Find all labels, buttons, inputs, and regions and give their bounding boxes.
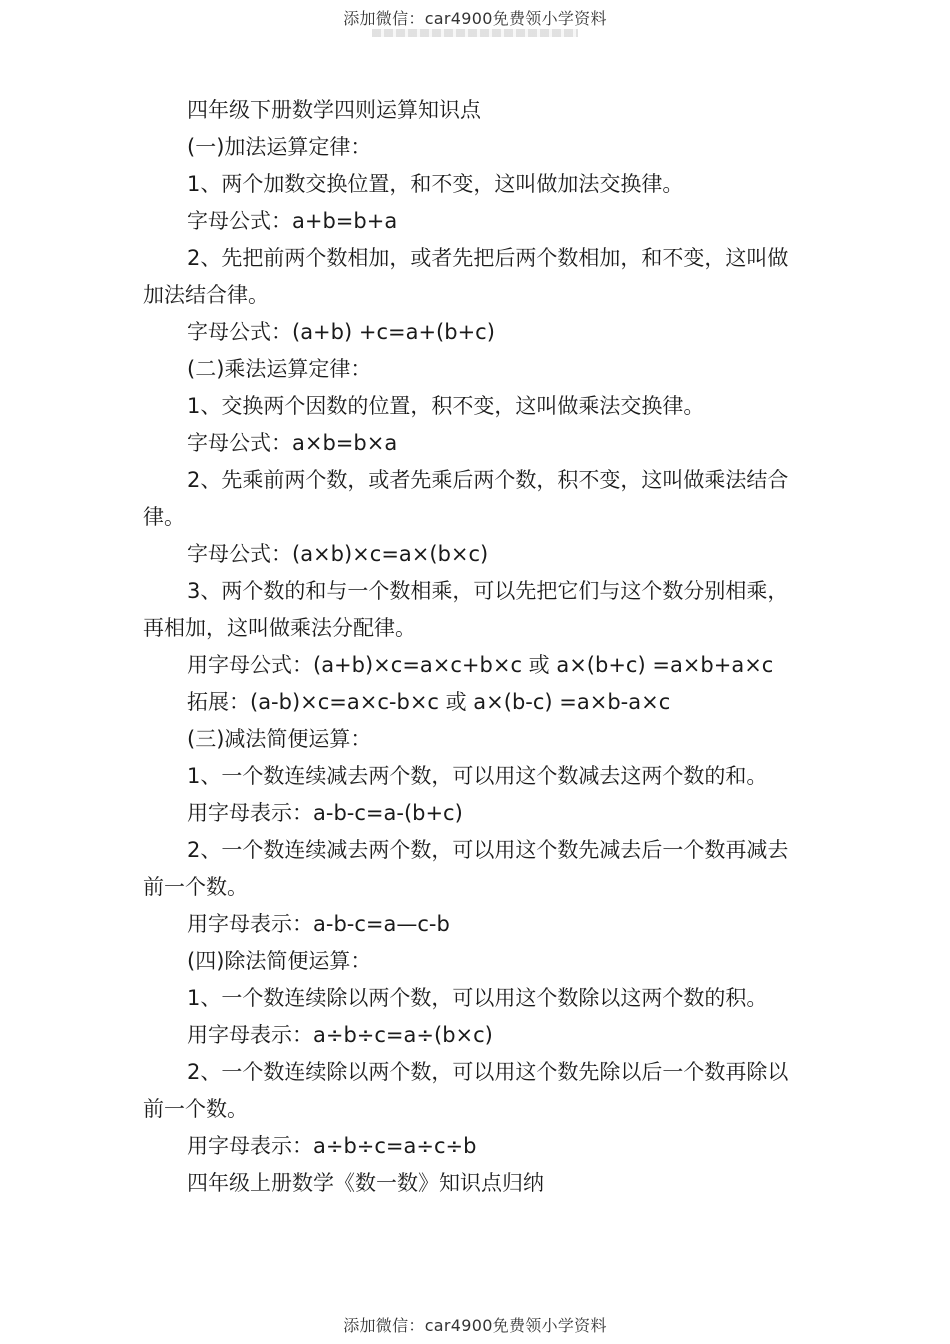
text-line: 字母公式：(a+b) +c=a+(b+c) bbox=[187, 320, 495, 344]
header-watermark: 添加微信：car4900免费领小学资料 bbox=[343, 9, 607, 28]
text-line: 2、先乘前两个数，或者先乘后两个数，积不变，这叫做乘法结合 bbox=[187, 468, 789, 492]
text-line: 2、一个数连续减去两个数，可以用这个数先减去后一个数再减去 bbox=[187, 838, 789, 862]
text-line: 用字母表示：a÷b÷c=a÷(b×c) bbox=[187, 1023, 493, 1047]
text-line: 拓展：(a-b)×c=a×c-b×c 或 a×(b-c) =a×b-a×c bbox=[187, 690, 671, 714]
text-line: (一)加法运算定律： bbox=[187, 135, 372, 159]
text-line: (四)除法简便运算： bbox=[187, 949, 372, 973]
text-line: 字母公式：a×b=b×a bbox=[187, 431, 398, 455]
text-line: 四年级下册数学四则运算知识点 bbox=[187, 98, 481, 122]
text-line: 1、交换两个因数的位置，积不变，这叫做乘法交换律。 bbox=[187, 394, 705, 418]
text-line: 用字母公式：(a+b)×c=a×c+b×c 或 a×(b+c) =a×b+a×c bbox=[187, 653, 774, 677]
text-line: 3、两个数的和与一个数相乘，可以先把它们与这个数分别相乘， bbox=[187, 579, 789, 603]
text-line: 再相加，这叫做乘法分配律。 bbox=[143, 616, 416, 640]
text-line: (二)乘法运算定律： bbox=[187, 357, 372, 381]
text-line: 1、一个数连续除以两个数，可以用这个数除以这两个数的积。 bbox=[187, 986, 768, 1010]
footer-watermark: 添加微信：car4900免费领小学资料 bbox=[343, 1316, 607, 1335]
text-line: 1、一个数连续减去两个数，可以用这个数减去这两个数的和。 bbox=[187, 764, 768, 788]
text-line: 2、一个数连续除以两个数，可以用这个数先除以后一个数再除以 bbox=[187, 1060, 789, 1084]
text-line: 1、两个加数交换位置，和不变，这叫做加法交换律。 bbox=[187, 172, 684, 196]
document-body bbox=[143, 92, 813, 1202]
text-line: 字母公式：(a×b)×c=a×(b×c) bbox=[187, 542, 489, 566]
text-line: 加法结合律。 bbox=[143, 283, 269, 307]
text-line: 前一个数。 bbox=[143, 1097, 248, 1121]
text-line: 2、先把前两个数相加，或者先把后两个数相加，和不变，这叫做 bbox=[187, 246, 789, 270]
text-line: 字母公式：a+b=b+a bbox=[187, 209, 398, 233]
text-line: 用字母表示：a-b-c=a—c-b bbox=[187, 912, 450, 936]
text-line: 律。 bbox=[143, 505, 185, 529]
text-line: 四年级上册数学《数一数》知识点归纳 bbox=[187, 1171, 544, 1195]
faint-header-line bbox=[372, 29, 578, 37]
text-line: 用字母表示：a÷b÷c=a÷c÷b bbox=[187, 1134, 477, 1158]
text-line: 前一个数。 bbox=[143, 875, 248, 899]
text-line: 用字母表示：a-b-c=a-(b+c) bbox=[187, 801, 463, 825]
text-line: (三)减法简便运算： bbox=[187, 727, 372, 751]
